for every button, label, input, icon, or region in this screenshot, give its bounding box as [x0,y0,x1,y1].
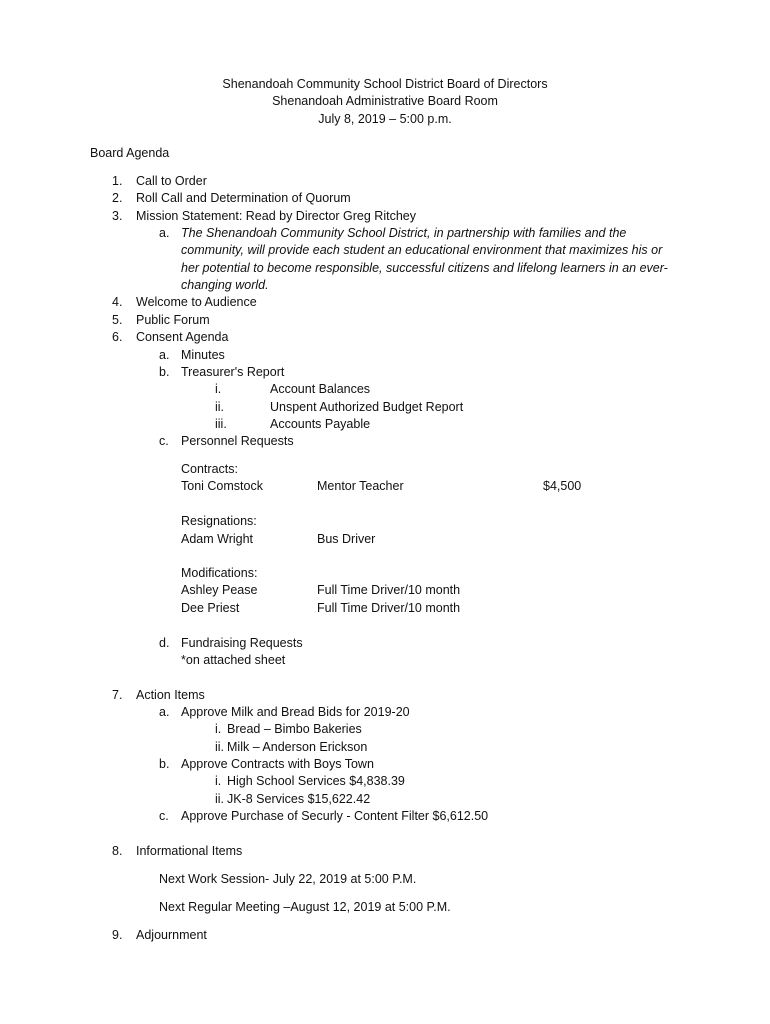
personnel-role: Full Time Driver/10 month [317,583,461,597]
personnel-name: Toni Comstock [181,479,263,493]
sub-item-letter: a. [159,348,170,362]
roman-numeral: iii. [215,417,227,431]
contracts-label: Contracts: [181,462,238,476]
sub-item-fundraising: Fundraising Requests [181,636,303,650]
report-account-balances: Account Balances [270,382,371,396]
item-adjournment: Adjournment [136,928,207,942]
next-regular-meeting: Next Regular Meeting –August 12, 2019 at 5:00 P.M. [159,900,451,914]
personnel-role: Bus Driver [317,532,376,546]
header-location: Shenandoah Administrative Board Room [272,94,498,108]
personnel-amount: $4,500 [543,479,582,493]
sub-item-minutes: Minutes [181,348,225,362]
roman-numeral: ii. [215,792,225,806]
sub-item-milk-bread-bids: Approve Milk and Bread Bids for 2019-20 [181,705,410,719]
personnel-name: Dee Priest [181,601,240,615]
roman-numeral: i. [215,382,222,396]
header-district: Shenandoah Community School District Board of Directors [222,77,548,91]
item-mission-statement: Mission Statement: Read by Director Greg Ritchey [136,209,416,223]
bid-milk: Milk – Anderson Erickson [227,740,368,754]
sub-item-treasurers-report: Treasurer's Report [181,365,285,379]
mission-text-line: The Shenandoah Community School District, in partnership with families and the [181,226,627,240]
item-number: 8. [112,844,123,858]
personnel-role: Full Time Driver/10 month [317,601,461,615]
sub-item-personnel-requests: Personnel Requests [181,434,294,448]
item-roll-call: Roll Call and Determination of Quorum [136,191,351,205]
item-consent-agenda: Consent Agenda [136,330,229,344]
contract-high-school: High School Services $4,838.39 [227,774,405,788]
resignations-label: Resignations: [181,514,257,528]
contract-jk8: JK-8 Services $15,622.42 [227,792,371,806]
sub-item-letter: a. [159,705,170,719]
item-public-forum: Public Forum [136,313,210,327]
roman-numeral: i. [215,722,222,736]
sub-item-letter: c. [159,434,169,448]
header-date: July 8, 2019 – 5:00 p.m. [318,112,452,126]
sub-item-letter: a. [159,226,170,240]
report-unspent-budget: Unspent Authorized Budget Report [270,400,464,414]
item-number: 3. [112,209,123,223]
personnel-name: Adam Wright [181,532,254,546]
sub-item-letter: b. [159,757,170,771]
item-number: 7. [112,688,123,702]
next-work-session: Next Work Session- July 22, 2019 at 5:00 P.M. [159,872,417,886]
roman-numeral: ii. [215,740,225,754]
item-informational: Informational Items [136,844,243,858]
bid-bread: Bread – Bimbo Bakeries [227,722,362,736]
mission-text-line: her potential to become responsible, successful citizens and lifelong learners in an ever- [181,261,668,275]
item-number: 5. [112,313,123,327]
personnel-role: Mentor Teacher [317,479,404,493]
roman-numeral: i. [215,774,222,788]
personnel-name: Ashley Pease [181,583,258,597]
mission-text-line: community, will provide each student an educational environment that maximizes his or [181,243,663,257]
mission-text-line: changing world. [181,278,269,292]
item-number: 2. [112,191,123,205]
item-call-to-order: Call to Order [136,174,207,188]
sub-item-securly: Approve Purchase of Securly - Content Filter $6,612.50 [181,809,489,823]
agenda-title: Board Agenda [90,146,170,160]
sub-item-boys-town: Approve Contracts with Boys Town [181,757,374,771]
item-number: 9. [112,928,123,942]
item-action-items: Action Items [136,688,205,702]
item-number: 6. [112,330,123,344]
sub-item-letter: b. [159,365,170,379]
item-number: 1. [112,174,123,188]
item-welcome: Welcome to Audience [136,295,257,309]
roman-numeral: ii. [215,400,225,414]
modifications-label: Modifications: [181,566,258,580]
fundraising-note: *on attached sheet [181,653,286,667]
item-number: 4. [112,295,123,309]
sub-item-letter: d. [159,636,170,650]
sub-item-letter: c. [159,809,169,823]
report-accounts-payable: Accounts Payable [270,417,371,431]
